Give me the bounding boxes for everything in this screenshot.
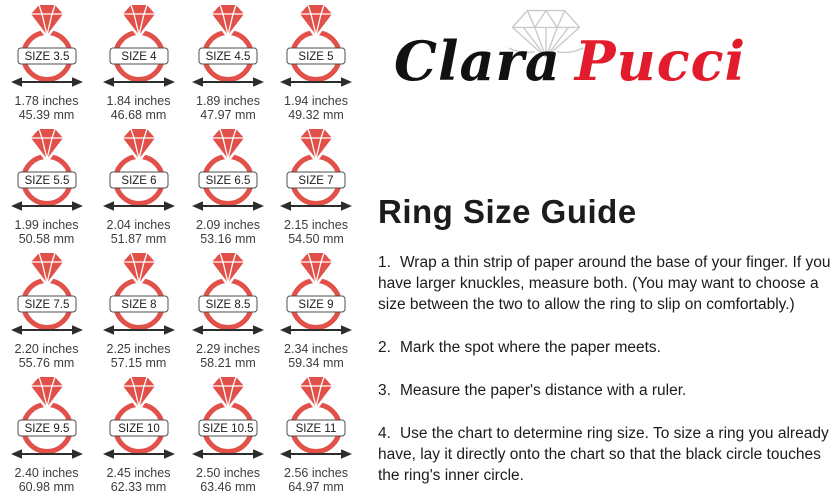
measurement-text	[107, 466, 171, 494]
diameter-mm: 58.21 mm	[200, 356, 256, 370]
diamond-icon	[31, 253, 63, 283]
diamond-icon	[31, 5, 63, 35]
page-title: Ring Size Guide	[378, 193, 637, 230]
size-label: SIZE 7	[298, 175, 334, 187]
size-label: SIZE 8.5	[205, 299, 251, 311]
ring-icon	[101, 127, 177, 215]
diameter-inches: 2.50 inches	[196, 466, 260, 480]
measurement-text	[15, 94, 79, 122]
ring-icon	[9, 251, 85, 339]
diameter-inches: 2.34 inches	[284, 342, 348, 356]
step-number: 2.	[378, 339, 391, 356]
diameter-inches: 2.29 inches	[196, 342, 260, 356]
arrow-right-head	[253, 449, 264, 459]
arrow-right-head	[164, 325, 175, 335]
diamond-icon	[300, 5, 332, 35]
arrow-right-head	[341, 77, 352, 87]
ring-size-cell	[93, 251, 184, 375]
size-label: SIZE 9.5	[24, 423, 69, 435]
ring-icon	[278, 251, 354, 339]
ring-size-cell	[272, 375, 360, 499]
ring-icon	[190, 375, 266, 463]
arrow-left-head	[11, 77, 22, 87]
diameter-mm: 63.46 mm	[200, 480, 256, 494]
ring-icon	[190, 3, 266, 91]
size-label: SIZE 10	[117, 423, 160, 435]
size-label: SIZE 5	[298, 51, 334, 63]
diameter-mm: 45.39 mm	[18, 108, 75, 122]
measurement-text	[15, 466, 79, 494]
brand-name-clara: Clara	[393, 29, 561, 93]
diameter-inches: 2.45 inches	[106, 466, 171, 480]
measurement-text	[196, 218, 260, 246]
ring-size-cell	[93, 3, 184, 127]
diameter-mm: 53.16 mm	[200, 232, 256, 246]
size-label: SIZE 9	[298, 299, 334, 311]
arrow-right-head	[72, 325, 83, 335]
arrow-left-head	[103, 201, 114, 211]
diamond-icon	[31, 377, 63, 407]
measurement-text	[284, 342, 348, 370]
size-label: SIZE 6.5	[205, 175, 251, 187]
arrow-left-head	[280, 201, 291, 211]
size-label: SIZE 10.5	[202, 423, 254, 435]
diameter-inches: 2.20 inches	[14, 342, 79, 356]
instruction-step	[378, 423, 834, 486]
arrow-left-head	[192, 77, 203, 87]
diameter-mm: 60.98 mm	[18, 480, 75, 494]
ring-size-cell	[184, 375, 272, 499]
measurement-text	[107, 94, 171, 122]
diamond-icon	[300, 377, 332, 407]
size-label: SIZE 4.5	[205, 51, 251, 63]
ring-icon	[101, 3, 177, 91]
ring-size-cell	[272, 3, 360, 127]
step-text: Use the chart to determine ring size. To size a ring you already have, lay it directly onto the chart so that the black circle touches the ring's inner circle.	[378, 425, 829, 484]
diameter-mm: 64.97 mm	[288, 480, 344, 494]
ring-icon	[278, 375, 354, 463]
arrow-right-head	[72, 449, 83, 459]
arrow-right-head	[253, 201, 264, 211]
instruction-step	[378, 252, 834, 315]
measurement-text	[284, 466, 348, 494]
arrow-left-head	[11, 449, 22, 459]
diameter-inches: 2.56 inches	[284, 466, 348, 480]
size-label: SIZE 3.5	[24, 51, 69, 63]
arrow-left-head	[11, 325, 22, 335]
diameter-mm: 57.15 mm	[110, 356, 167, 370]
diameter-inches: 2.09 inches	[196, 218, 260, 232]
diameter-inches: 1.99 inches	[14, 218, 79, 232]
measurement-text	[15, 218, 79, 246]
diameter-mm: 51.87 mm	[110, 232, 167, 246]
diamond-icon	[31, 129, 63, 159]
ring-size-cell	[0, 127, 93, 251]
diamond-icon	[300, 253, 332, 283]
step-text: Wrap a thin strip of paper around the base of your finger. If you have larger knuckles, measure both. (You may want to choose a size between the two to allow the ring to slip on comfortably.)	[378, 254, 831, 313]
ring-icon	[190, 127, 266, 215]
brand-logo	[362, 4, 778, 114]
diameter-mm: 49.32 mm	[288, 108, 344, 122]
size-label: SIZE 4	[120, 51, 157, 63]
size-label: SIZE 7.5	[24, 299, 69, 311]
ring-icon	[9, 3, 85, 91]
ring-size-cell	[184, 3, 272, 127]
ring-size-cell	[272, 251, 360, 375]
measurement-text	[284, 218, 348, 246]
step-number: 4.	[378, 425, 391, 442]
diameter-mm: 59.34 mm	[288, 356, 344, 370]
arrow-right-head	[253, 77, 264, 87]
arrow-left-head	[280, 449, 291, 459]
measurement-text	[15, 342, 79, 370]
arrow-left-head	[103, 77, 114, 87]
instruction-step	[378, 337, 834, 358]
ring-size-cell	[184, 251, 272, 375]
arrow-right-head	[341, 325, 352, 335]
ring-icon	[9, 127, 85, 215]
arrow-left-head	[11, 201, 22, 211]
diameter-inches: 2.15 inches	[284, 218, 348, 232]
diameter-mm: 47.97 mm	[200, 108, 256, 122]
diameter-inches: 1.89 inches	[196, 94, 260, 108]
instruction-steps	[378, 252, 834, 501]
arrow-left-head	[192, 325, 203, 335]
diamond-icon	[123, 377, 155, 407]
size-label: SIZE 8	[120, 299, 157, 311]
diamond-icon	[212, 5, 244, 35]
ring-icon	[9, 375, 85, 463]
ring-size-cell	[0, 251, 93, 375]
diameter-inches: 2.04 inches	[106, 218, 171, 232]
diameter-inches: 2.40 inches	[14, 466, 79, 480]
diamond-icon	[123, 129, 155, 159]
diamond-icon	[123, 253, 155, 283]
measurement-text	[284, 94, 348, 122]
measurement-text	[196, 342, 260, 370]
brand-name	[362, 28, 778, 94]
diameter-inches: 1.84 inches	[106, 94, 171, 108]
ring-size-chart	[0, 3, 372, 499]
arrow-right-head	[72, 77, 83, 87]
diamond-icon	[123, 5, 155, 35]
diameter-mm: 55.76 mm	[18, 356, 75, 370]
step-text: Measure the paper's distance with a ruler.	[399, 382, 687, 399]
ring-icon	[190, 251, 266, 339]
arrow-left-head	[103, 449, 114, 459]
diamond-icon	[212, 253, 244, 283]
diameter-mm: 62.33 mm	[110, 480, 167, 494]
ring-size-cell	[0, 3, 93, 127]
diameter-mm: 46.68 mm	[110, 108, 167, 122]
brand-name-pucci: Pucci	[574, 29, 747, 93]
diamond-icon	[212, 377, 244, 407]
arrow-right-head	[72, 201, 83, 211]
ring-icon	[278, 3, 354, 91]
instruction-step	[378, 380, 834, 401]
ring-size-cell	[93, 375, 184, 499]
ring-icon	[101, 251, 177, 339]
arrow-right-head	[341, 449, 352, 459]
measurement-text	[107, 342, 171, 370]
arrow-left-head	[280, 77, 291, 87]
diameter-mm: 50.58 mm	[18, 232, 75, 246]
ring-size-cell	[184, 127, 272, 251]
diameter-inches: 1.78 inches	[14, 94, 79, 108]
ring-icon	[101, 375, 177, 463]
size-label: SIZE 5.5	[24, 175, 69, 187]
step-text: Mark the spot where the paper meets.	[399, 339, 661, 356]
arrow-right-head	[253, 325, 264, 335]
arrow-right-head	[341, 201, 352, 211]
ring-size-cell	[0, 375, 93, 499]
arrow-left-head	[103, 325, 114, 335]
arrow-right-head	[164, 449, 175, 459]
size-label: SIZE 6	[120, 175, 157, 187]
diamond-icon	[300, 129, 332, 159]
arrow-left-head	[192, 201, 203, 211]
arrow-left-head	[192, 449, 203, 459]
ring-size-cell	[93, 127, 184, 251]
diameter-inches: 1.94 inches	[284, 94, 348, 108]
arrow-right-head	[164, 201, 175, 211]
arrow-right-head	[164, 77, 175, 87]
ring-size-cell	[272, 127, 360, 251]
measurement-text	[107, 218, 171, 246]
step-number: 3.	[378, 382, 391, 399]
measurement-text	[196, 94, 260, 122]
measurement-text	[196, 466, 260, 494]
diameter-inches: 2.25 inches	[106, 342, 171, 356]
diamond-icon	[212, 129, 244, 159]
diameter-mm: 54.50 mm	[288, 232, 344, 246]
arrow-left-head	[280, 325, 291, 335]
ring-icon	[278, 127, 354, 215]
size-label: SIZE 11	[295, 423, 337, 435]
step-number: 1.	[378, 254, 391, 271]
